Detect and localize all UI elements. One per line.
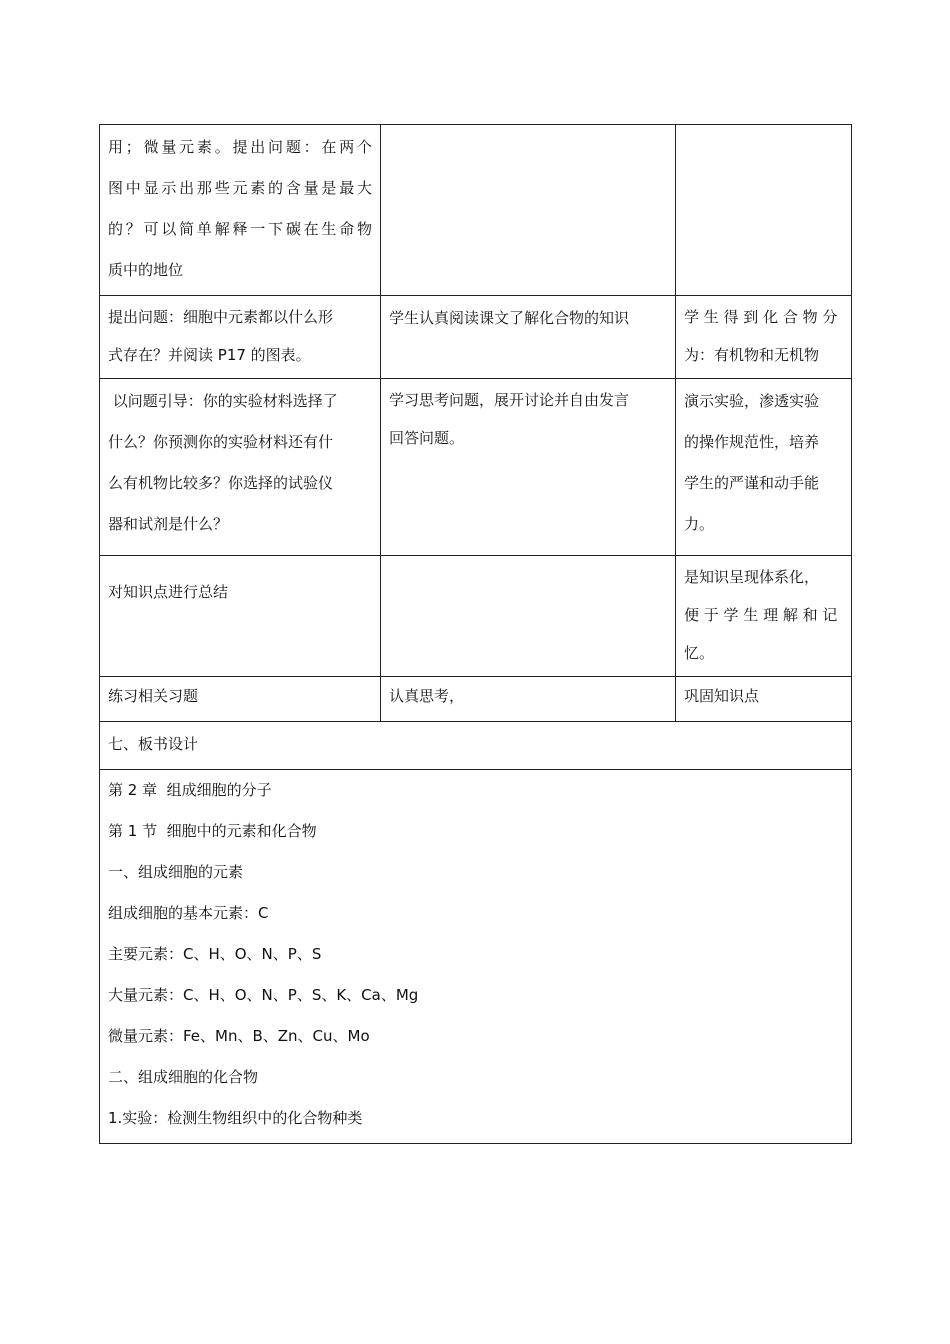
text-line: 力。 — [684, 515, 715, 533]
table-row — [100, 556, 852, 677]
board-line: 一、组成细胞的元素 — [108, 863, 244, 881]
teacher-activity-cell — [100, 379, 381, 556]
text-line: 器和试剂是什么？ — [108, 515, 229, 533]
design-purpose-cell — [676, 125, 852, 296]
board-line: 组成细胞的基本元素：C — [108, 904, 269, 922]
text-line: 式存在？并阅读 P17 的图表。 — [108, 346, 311, 364]
table-row — [100, 770, 852, 1144]
text-line: 学生的严谨和动手能 — [684, 474, 820, 492]
design-purpose-cell — [676, 556, 852, 677]
text-line: 便 于 学 生 理 解 和 记 — [684, 606, 838, 624]
lesson-table — [99, 124, 852, 1144]
board-line: 二、组成细胞的化合物 — [108, 1068, 259, 1086]
text-line: 演示实验，渗透实验 — [684, 392, 820, 410]
student-activity-cell — [381, 556, 676, 677]
table-row — [100, 379, 852, 556]
text-line: 什么？你预测你的实验材料还有什 — [108, 433, 334, 451]
board-design-title: 七、板书设计 — [100, 722, 852, 770]
student-activity-cell — [381, 379, 676, 556]
text-line: 么有机物比较多？你选择的试验仪 — [108, 474, 334, 492]
text-line: 质中的地位 — [108, 261, 184, 279]
board-line: 1.实验：检测生物组织中的化合物种类 — [108, 1109, 363, 1127]
text-line: 的操作规范性，培养 — [684, 433, 820, 451]
table-row — [100, 677, 852, 722]
board-line: 第 2 章 组成细胞的分子 — [108, 781, 272, 799]
teacher-activity-cell: 练习相关习题 — [100, 677, 381, 722]
student-activity-cell: 认真思考， — [381, 677, 676, 722]
teacher-activity-cell: 对知识点进行总结 — [100, 556, 381, 677]
board-line: 大量元素：C、H、O、N、P、S、K、Ca、Mg — [108, 986, 419, 1004]
student-activity-cell — [381, 125, 676, 296]
student-activity-cell: 学生认真阅读课文了解化合物的知识 — [381, 296, 676, 379]
design-purpose-cell — [676, 296, 852, 379]
text-line: 学习思考问题，展开讨论并自由发言 — [389, 391, 630, 409]
table-row — [100, 296, 852, 379]
table-row — [100, 125, 852, 296]
text-line: 提出问题：细胞中元素都以什么形 — [108, 308, 334, 326]
design-purpose-cell: 巩固知识点 — [676, 677, 852, 722]
text-line: 忆。 — [684, 644, 715, 662]
board-design-content — [100, 770, 852, 1144]
design-purpose-cell — [676, 379, 852, 556]
text-line: 以问题引导：你的实验材料选择了 — [108, 392, 338, 410]
board-line: 微量元素：Fe、Mn、B、Zn、Cu、Mo — [108, 1027, 370, 1045]
text-line: 回答问题。 — [389, 429, 465, 447]
table-row — [100, 722, 852, 770]
text-line: 学 生 得 到 化 合 物 分 — [684, 308, 838, 326]
board-line: 主要元素：C、H、O、N、P、S — [108, 945, 322, 963]
board-line: 第 1 节 细胞中的元素和化合物 — [108, 822, 317, 840]
text-line: 图中显示出那些元素的含量是最大 — [108, 179, 372, 197]
text-line: 的？可以简单解释一下碳在生命物 — [108, 220, 372, 238]
teacher-activity-cell — [100, 125, 381, 296]
text-line: 为：有机物和无机物 — [684, 346, 820, 364]
teacher-activity-cell — [100, 296, 381, 379]
text-line: 是知识呈现体系化， — [684, 568, 820, 586]
text-line: 用；微量元素。提出问题：在两个 — [108, 138, 372, 156]
